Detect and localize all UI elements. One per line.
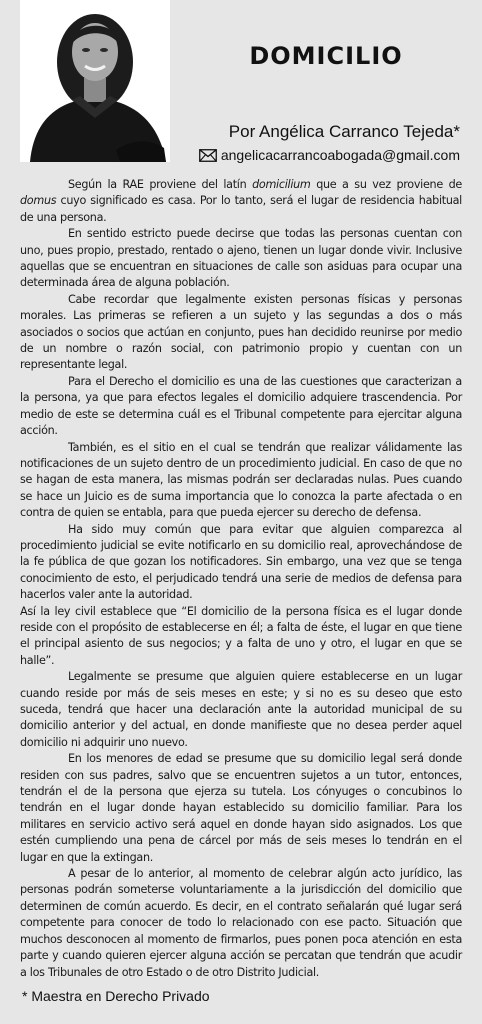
author-portrait-image bbox=[20, 0, 170, 162]
paragraph-10: A pesar de lo anterior, al momento de celebrar algún acto jurídico, las personas podrán someterse voluntariamente a la jurisdicción del domicilio que determinen de común acuerdo. Es decir, en el contrato señalarán qué lugar será competente para conocer de todo lo relacionado con ese pacto. Situación que muchos desconocen al momento de firmarlos, pues ponen poca atención en esta parte y cuando quieren ejercer alguna acción se percatan que tendrán que acudir a los Tribunales de otro Estado o de otro Distrito Judicial. bbox=[20, 867, 462, 979]
paragraph-8: Legalmente se presume que alguien quiere establecerse en un lugar cuando reside por más de seis meses en este; y si no es su deseo que esto suceda, tendrá que hacer una declaración ante la autoridad municipal de su domicilio anterior y del actual, en donde manifieste que no desea perder aquel domicilio ni adquirir uno nuevo. bbox=[20, 670, 462, 749]
paragraph-text: que a su vez proviene de bbox=[310, 178, 462, 191]
paragraph-7: Así la ley civil establece que “El domicilio de la persona física es el lugar donde reside con el propósito de establecerse en él; a falta de éste, el lugar en que tiene el principal asiento de sus negocios; y a falta de uno y otro, el lugar en que se halle”. bbox=[20, 604, 462, 667]
email-address: angelicacarrancoabogada@gmail.com bbox=[220, 147, 460, 163]
author-photo bbox=[20, 0, 170, 162]
paragraph-text: cuyo significado es casa. Por lo tanto, será el lugar de residencia habitual de una persona. bbox=[20, 194, 462, 224]
latin-term: domus bbox=[20, 194, 57, 208]
author-footnote: * Maestra en Derecho Privado bbox=[22, 988, 210, 1004]
envelope-icon bbox=[199, 149, 217, 162]
paragraph-9: En los menores de edad se presume que su domicilio legal será donde residen con sus padres, salvo que se encuentren sujetos a un tutor, entonces, tendrán el de la persona que ejerza su tutela. Los cónyuges o concubinos lo tendrán en el lugar donde hayan establecido su domicilio familiar. Para los militares en servicio activo será aquel en donde hayan sido asignados. Los que estén cumpliendo una pena de cárcel por más de seis meses lo tendrán en el lugar en que la extingan. bbox=[20, 752, 462, 864]
paragraph-5: También, es el sitio en el cual se tendrán que realizar válidamente las notificaciones de un sujeto dentro de un procedimiento judicial. En caso de que no se hagan de esta manera, las mismas podrán ser declaradas nulas. Pues cuando se hace un Juicio es de suma importancia que lo conozca la parte afectada o en contra de quien se entabla, para que pueda ejercer su derecho de defensa. bbox=[20, 440, 462, 520]
article-title: DOMICILIO bbox=[249, 42, 403, 70]
article-body bbox=[20, 177, 462, 981]
author-email[interactable] bbox=[199, 147, 460, 163]
paragraph-4: Para el Derecho el domicilio es una de las cuestiones que caracterizan a la persona, ya que para efectos legales el domicilio adquiere trascendencia. Por medio de este se determina cuál es el Tribunal competente para ejercitar alguna acción. bbox=[20, 374, 462, 438]
latin-term: domicilium bbox=[252, 178, 311, 191]
paragraph-6: Ha sido muy común que para evitar que alguien comparezca al procedimiento judicial se evite notificarlo en su domicilio real, aprovechándose de la fe pública de que gozan los notificadores. Sin embargo, una vez que se tenga conocimiento de esto, el perjudicado tendrá una serie de medios de defensa para hacerlos valer ante la autoridad. bbox=[20, 522, 462, 602]
paragraph-1 bbox=[20, 177, 462, 226]
paragraph-text: Según la RAE proviene del latín bbox=[68, 178, 253, 191]
paragraph-2: En sentido estricto puede decirse que todas las personas cuentan con uno, pues propio, prestado, rentado o ajeno, tienen un lugar donde vivir. Inclusive aquellas que se encuentran en situaciones de calle son asiduas para ocupar una determinada área de alguna población. bbox=[20, 227, 462, 290]
paragraph-3: Cabe recordar que legalmente existen personas físicas y personas morales. Las primeras se refieren a un sujeto y las segundas a dos o más asociados o socios que actúan en conjunto, pues han decidido reunirse por medio de un nombre o razón social, con patrimonio propio y cuentan con un representante legal. bbox=[20, 292, 462, 372]
author-byline: Por Angélica Carranco Tejeda* bbox=[228, 122, 460, 141]
